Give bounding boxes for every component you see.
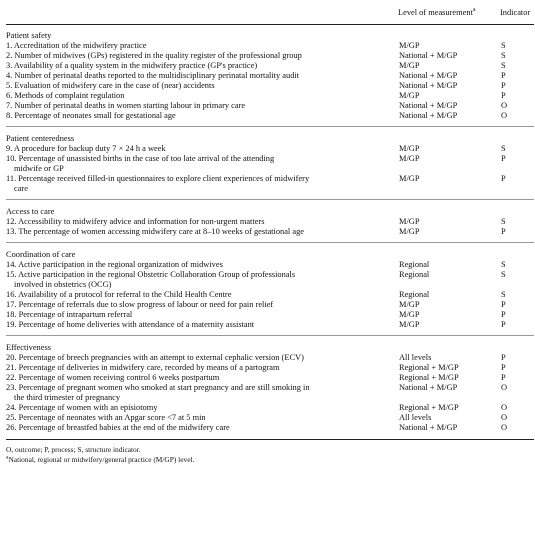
indicator-description (6, 227, 398, 243)
table-row (6, 310, 534, 320)
table-row (6, 111, 534, 127)
indicator-text: 13. The percentage of women accessing midwifery care at 8–10 weeks of gestational age (6, 227, 304, 236)
indicator-type: S (501, 260, 506, 269)
indicator-description (6, 270, 398, 290)
table-row (6, 270, 534, 290)
indicator-description (6, 81, 398, 91)
section-title: Coordination of care (6, 250, 76, 259)
indicator-type: P (501, 91, 506, 100)
measurement-level: National + M/GP (399, 71, 458, 80)
indicator-description (6, 353, 398, 363)
table-row (6, 353, 534, 363)
table-row (6, 71, 534, 81)
table-row (6, 260, 534, 270)
table-row (6, 383, 534, 403)
measurement-level: All levels (399, 413, 432, 422)
section-title: Access to care (6, 207, 55, 216)
measurement-level: National + M/GP (399, 51, 458, 60)
table-row (6, 300, 534, 310)
section-title: Patient centeredness (6, 134, 75, 143)
measurement-level: National + M/GP (398, 423, 500, 440)
section-title: Effectiveness (6, 343, 51, 352)
indicator-description (6, 154, 398, 174)
indicator-text: 19. Percentage of home deliveries with attendance of a maternity assistant (6, 320, 255, 329)
indicator-type: S (501, 41, 506, 50)
indicator-description (6, 383, 398, 403)
indicator-type: O (500, 423, 534, 440)
measurement-level: Regional (399, 270, 430, 279)
indicator-text: 23. Percentage of pregnant women who smoked at start pregnancy and are still smoking in (6, 383, 310, 392)
indicator-text-continued: care (14, 184, 28, 193)
indicator-type: P (501, 373, 506, 382)
indicator-description (6, 101, 398, 111)
indicator-text: 4. Number of perinatal deaths reported to the multidisciplinary perinatal mortality audit (6, 71, 300, 80)
indicator-type: P (501, 353, 506, 362)
indicator-text-continued: the third trimester of pregnancy (14, 393, 121, 402)
indicator-description (6, 260, 398, 270)
indicator-type: P (500, 320, 534, 336)
table-row (6, 290, 534, 300)
table-body (6, 25, 534, 440)
indicator-description (6, 403, 398, 413)
indicator-description (6, 290, 398, 300)
indicator-type: P (501, 81, 506, 90)
table-row (6, 363, 534, 373)
indicator-description (6, 111, 398, 127)
indicator-type: P (501, 71, 506, 80)
header-item (6, 0, 398, 25)
indicator-text: 6. Methods of complaint regulation (6, 91, 125, 100)
indicator-type: P (501, 300, 506, 309)
measurement-level: M/GP (399, 144, 420, 153)
measurement-level: Regional + M/GP (399, 403, 459, 412)
table-row (6, 101, 534, 111)
indicator-type: S (501, 61, 506, 70)
indicator-text-continued: involved in obstetrics (OCG) (14, 280, 112, 289)
indicator-description (6, 61, 398, 71)
header-level (398, 0, 500, 25)
indicator-text: 1. Accreditation of the midwifery practice (6, 41, 147, 50)
indicator-text: 8. Percentage of neonates small for gestational age (6, 111, 176, 120)
measurement-level: M/GP (398, 174, 500, 200)
header-row (6, 0, 534, 25)
indicator-type: P (500, 227, 534, 243)
measurement-level: National + M/GP (399, 101, 458, 110)
table-row (6, 320, 534, 336)
indicator-type: S (501, 270, 506, 279)
table-row (6, 51, 534, 61)
indicator-type: S (501, 144, 506, 153)
indicator-text: 7. Number of perinatal deaths in women starting labour in primary care (6, 101, 246, 110)
section-heading-row (6, 200, 534, 218)
indicator-text: 18. Percentage of intrapartum referral (6, 310, 133, 319)
indicator-text: 11. Percentage received filled-in questionnaires to explore client experiences of midwifery (6, 174, 310, 183)
table-row (6, 373, 534, 383)
measurement-level: M/GP (399, 154, 420, 163)
footnote-level (6, 455, 535, 465)
indicator-description (6, 217, 398, 227)
indicator-type: P (501, 310, 506, 319)
measurement-level: National + M/GP (398, 111, 500, 127)
header-indicator: Indicator (500, 8, 531, 17)
indicator-type: S (501, 290, 506, 299)
indicator-text: 16. Availability of a protocol for referral to the Child Health Centre (6, 290, 232, 299)
indicator-text: 9. A procedure for backup duty 7 × 24 h a week (6, 144, 166, 153)
indicator-text: 17. Percentage of referrals due to slow progress of labour or need for pain relief (6, 300, 274, 309)
table-row (6, 81, 534, 91)
indicator-type: P (500, 174, 534, 200)
section-title: Patient safety (6, 31, 52, 40)
section-heading-row (6, 25, 534, 42)
footnote-mark: a (6, 454, 9, 461)
indicator-text: 20. Percentage of breech pregnancies with an attempt to external cephalic version (ECV) (6, 353, 304, 362)
indicator-text: 2. Number of midwives (GPs) registered in the quality register of the professional group (6, 51, 302, 60)
measurement-level: All levels (399, 353, 432, 362)
table-row (6, 61, 534, 71)
indicator-text: 5. Evaluation of midwifery care in the case of (near) accidents (6, 81, 215, 90)
table-row (6, 154, 534, 174)
section-heading-row (6, 127, 534, 145)
table-row (6, 144, 534, 154)
measurement-level: M/GP (398, 227, 500, 243)
indicator-table (6, 0, 534, 440)
measurement-level: M/GP (398, 320, 500, 336)
measurement-level: M/GP (399, 91, 420, 100)
indicator-description (6, 363, 398, 373)
measurement-level: Regional (399, 290, 430, 299)
indicator-description (6, 310, 398, 320)
indicator-type: O (501, 413, 508, 422)
section-heading-row (6, 336, 534, 354)
indicator-description (6, 300, 398, 310)
indicator-type: S (501, 51, 506, 60)
indicator-type: O (501, 101, 508, 110)
indicator-text: 12. Accessibility to midwifery advice and information for non-urgent matters (6, 217, 265, 226)
header-level-label: Level of measurement (398, 8, 473, 17)
indicator-text: 3. Availability of a quality system in the midwifery practice (GP's practice) (6, 61, 258, 70)
header-level-footnote-mark: a (472, 7, 476, 14)
measurement-level: Regional + M/GP (399, 363, 459, 372)
section-heading-row (6, 243, 534, 261)
indicator-description (6, 51, 398, 61)
indicator-type: S (501, 217, 506, 226)
indicator-text: 25. Percentage of neonates with an Apgar score <7 at 5 min (6, 413, 206, 422)
indicator-text: 22. Percentage of women receiving control 6 weeks postpartum (6, 373, 220, 382)
table-row (6, 403, 534, 413)
indicator-text: 24. Percentage of women with an episiotomy (6, 403, 158, 412)
table-row (6, 217, 534, 227)
indicator-description (6, 373, 398, 383)
indicator-description (6, 91, 398, 101)
indicator-type: P (501, 363, 506, 372)
measurement-level: M/GP (399, 310, 420, 319)
measurement-level: M/GP (399, 300, 420, 309)
indicator-text: 15. Active participation in the regional Obstetric Collaboration Group of professionals (6, 270, 296, 279)
indicator-type: P (501, 154, 506, 163)
table-footnotes (6, 445, 535, 465)
indicator-text: 21. Percentage of deliveries in midwifery care, recorded by means of a partogram (6, 363, 280, 372)
indicator-description (6, 413, 398, 423)
indicator-description (6, 71, 398, 81)
indicator-type: O (500, 111, 534, 127)
indicator-text-continued: midwife or GP (14, 164, 64, 173)
indicator-description (6, 320, 398, 336)
measurement-level: National + M/GP (399, 81, 458, 90)
measurement-level: M/GP (399, 61, 420, 70)
indicator-text: 26. Percentage of breastfed babies at the end of the midwifery care (6, 423, 230, 432)
indicator-description (6, 423, 398, 440)
table-row (6, 41, 534, 51)
table-row (6, 91, 534, 101)
footnote-level-text: National, regional or midwifery/general practice (M/GP) level. (8, 455, 195, 464)
footnote-legend: O, outcome; P, process; S, structure indicator. (6, 445, 141, 454)
measurement-level: M/GP (399, 217, 420, 226)
indicator-type: O (501, 383, 508, 392)
table-row (6, 227, 534, 243)
measurement-level: M/GP (399, 41, 420, 50)
indicator-description (6, 144, 398, 154)
table-row (6, 423, 534, 440)
indicator-description (6, 174, 398, 200)
indicator-type: O (501, 403, 508, 412)
table-row (6, 413, 534, 423)
table-row (6, 174, 534, 200)
table-header (6, 0, 534, 25)
indicator-text: 10. Percentage of unassisted births in the case of too late arrival of the attending (6, 154, 275, 163)
measurement-level: National + M/GP (399, 383, 458, 392)
measurement-level: Regional + M/GP (399, 373, 459, 382)
indicator-text: 14. Active participation in the regional organization of midwives (6, 260, 223, 269)
measurement-level: Regional (399, 260, 430, 269)
indicator-description (6, 41, 398, 51)
